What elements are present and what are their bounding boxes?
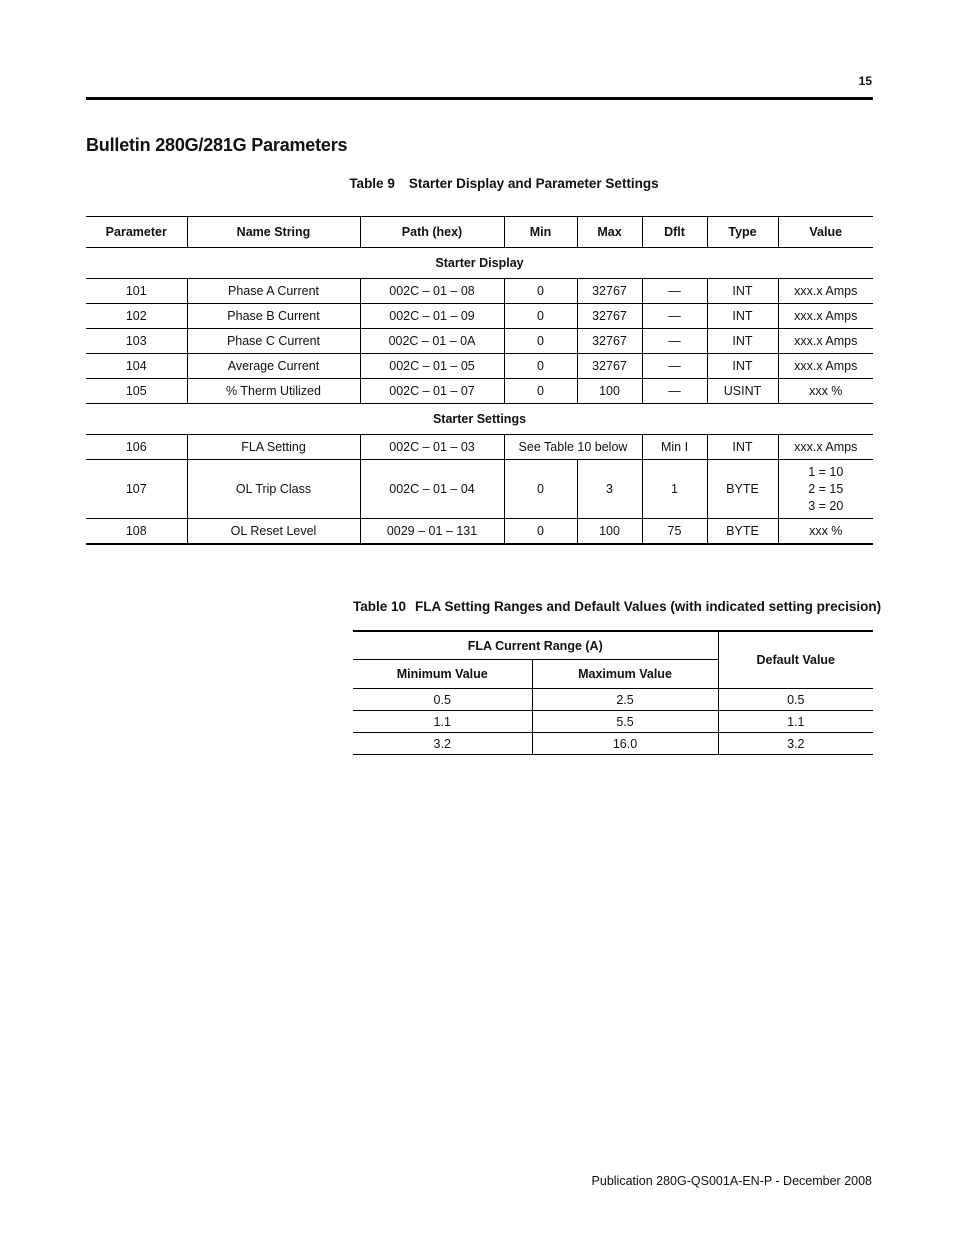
cell-min-max: See Table 10 below <box>504 435 642 460</box>
cell-type: INT <box>707 435 778 460</box>
cell-name-string: Average Current <box>187 354 360 379</box>
cell-minimum-value: 3.2 <box>353 733 532 755</box>
table10-header-row <box>353 631 873 660</box>
col-header-type: Type <box>707 217 778 248</box>
cell-dflt: 75 <box>642 519 707 545</box>
col-header-default-value: Default Value <box>718 631 873 689</box>
cell-name-string: OL Trip Class <box>187 460 360 519</box>
cell-min: 0 <box>504 379 577 404</box>
cell-name-string: % Therm Utilized <box>187 379 360 404</box>
cell-max: 32767 <box>577 279 642 304</box>
value-line: 3 = 20 <box>808 498 844 513</box>
col-header-max: Max <box>577 217 642 248</box>
header-rule <box>86 97 873 100</box>
cell-parameter: 108 <box>86 519 187 545</box>
group-label-starter-settings: Starter Settings <box>86 404 873 435</box>
cell-min: 0 <box>504 519 577 545</box>
table-row <box>86 460 873 519</box>
col-header-path: Path (hex) <box>360 217 504 248</box>
cell-maximum-value: 5.5 <box>532 711 718 733</box>
col-header-minimum-value: Minimum Value <box>353 660 532 689</box>
fla-setting-ranges-table <box>353 630 873 755</box>
col-header-name-string: Name String <box>187 217 360 248</box>
page-number: 15 <box>858 74 872 88</box>
section-title: Bulletin 280G/281G Parameters <box>86 135 348 155</box>
table-row <box>353 733 873 755</box>
cell-name-string: OL Reset Level <box>187 519 360 545</box>
col-header-min: Min <box>504 217 577 248</box>
cell-value: xxx.x Amps <box>778 304 873 329</box>
cell-path: 002C – 01 – 0A <box>360 329 504 354</box>
table-row <box>86 519 873 545</box>
cell-value: xxx % <box>778 379 873 404</box>
cell-parameter: 103 <box>86 329 187 354</box>
cell-value: xxx.x Amps <box>778 354 873 379</box>
table-row <box>86 304 873 329</box>
cell-type: BYTE <box>707 460 778 519</box>
cell-path: 002C – 01 – 05 <box>360 354 504 379</box>
table-row <box>86 354 873 379</box>
value-line: 2 = 15 <box>808 481 844 496</box>
table-row <box>353 711 873 733</box>
cell-min: 0 <box>504 460 577 519</box>
cell-parameter: 107 <box>86 460 187 519</box>
cell-min: 0 <box>504 279 577 304</box>
table-row <box>86 379 873 404</box>
cell-name-string: Phase B Current <box>187 304 360 329</box>
cell-type: BYTE <box>707 519 778 545</box>
cell-dflt: Min I <box>642 435 707 460</box>
cell-type: USINT <box>707 379 778 404</box>
cell-value: xxx.x Amps <box>778 435 873 460</box>
cell-default-value: 3.2 <box>718 733 873 755</box>
table9-caption <box>86 176 922 191</box>
col-header-fla-current-range: FLA Current Range (A) <box>353 631 718 660</box>
col-header-maximum-value: Maximum Value <box>532 660 718 689</box>
cell-dflt: — <box>642 279 707 304</box>
cell-max: 3 <box>577 460 642 519</box>
cell-parameter: 101 <box>86 279 187 304</box>
cell-dflt: — <box>642 379 707 404</box>
cell-dflt: — <box>642 304 707 329</box>
cell-minimum-value: 0.5 <box>353 689 532 711</box>
cell-value <box>778 460 873 519</box>
cell-max: 32767 <box>577 329 642 354</box>
col-header-parameter: Parameter <box>86 217 187 248</box>
starter-parameter-table <box>86 216 873 545</box>
value-line: 1 = 10 <box>808 464 844 479</box>
cell-value: xxx.x Amps <box>778 279 873 304</box>
cell-dflt: — <box>642 354 707 379</box>
cell-value: xxx % <box>778 519 873 545</box>
cell-path: 002C – 01 – 03 <box>360 435 504 460</box>
publication-footer: Publication 280G-QS001A-EN-P - December 2008 <box>591 1174 872 1188</box>
cell-maximum-value: 2.5 <box>532 689 718 711</box>
cell-type: INT <box>707 279 778 304</box>
cell-type: INT <box>707 304 778 329</box>
cell-min: 0 <box>504 354 577 379</box>
table-row <box>353 689 873 711</box>
table10-caption <box>353 599 881 614</box>
table-row <box>86 329 873 354</box>
cell-max: 100 <box>577 519 642 545</box>
cell-dflt: 1 <box>642 460 707 519</box>
cell-name-string: FLA Setting <box>187 435 360 460</box>
cell-name-string: Phase C Current <box>187 329 360 354</box>
table10-caption-number: Table 10 <box>353 599 407 614</box>
table10-caption-title: FLA Setting Ranges and Default Values (with indicated setting precision) <box>415 599 882 614</box>
cell-path: 002C – 01 – 07 <box>360 379 504 404</box>
cell-type: INT <box>707 354 778 379</box>
table-row <box>86 435 873 460</box>
group-label-starter-display: Starter Display <box>86 248 873 279</box>
cell-parameter: 106 <box>86 435 187 460</box>
table9-header-row <box>86 217 873 248</box>
cell-parameter: 104 <box>86 354 187 379</box>
table-row <box>86 279 873 304</box>
cell-default-value: 0.5 <box>718 689 873 711</box>
table9-caption-title: Starter Display and Parameter Settings <box>408 176 659 191</box>
cell-path: 002C – 01 – 09 <box>360 304 504 329</box>
cell-parameter: 102 <box>86 304 187 329</box>
cell-path: 002C – 01 – 08 <box>360 279 504 304</box>
cell-dflt: — <box>642 329 707 354</box>
cell-path: 0029 – 01 – 131 <box>360 519 504 545</box>
group-row-starter-settings <box>86 404 873 435</box>
cell-max: 32767 <box>577 304 642 329</box>
cell-name-string: Phase A Current <box>187 279 360 304</box>
col-header-dflt: Dflt <box>642 217 707 248</box>
cell-min: 0 <box>504 329 577 354</box>
cell-max: 32767 <box>577 354 642 379</box>
cell-default-value: 1.1 <box>718 711 873 733</box>
cell-type: INT <box>707 329 778 354</box>
cell-minimum-value: 1.1 <box>353 711 532 733</box>
cell-path: 002C – 01 – 04 <box>360 460 504 519</box>
cell-parameter: 105 <box>86 379 187 404</box>
cell-min: 0 <box>504 304 577 329</box>
cell-max: 100 <box>577 379 642 404</box>
col-header-value: Value <box>778 217 873 248</box>
cell-value: xxx.x Amps <box>778 329 873 354</box>
group-row-starter-display <box>86 248 873 279</box>
cell-maximum-value: 16.0 <box>532 733 718 755</box>
table9-caption-number: Table 9 <box>349 176 395 191</box>
